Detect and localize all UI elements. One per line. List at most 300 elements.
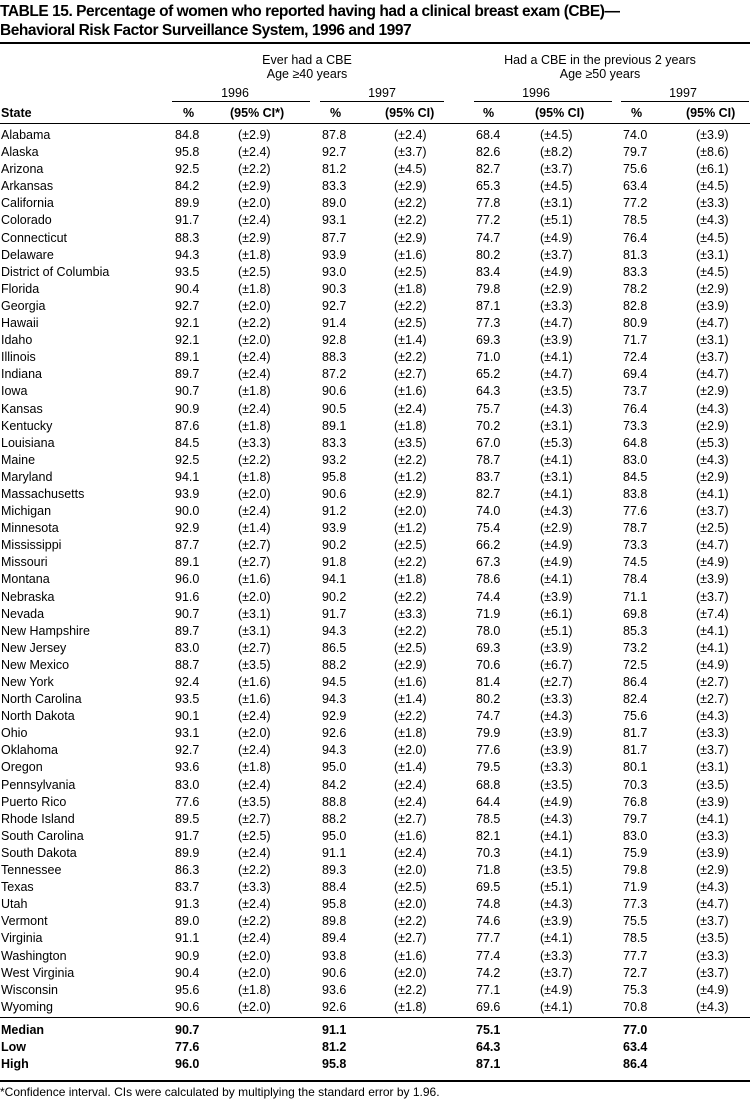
percent-value: 63.4	[623, 179, 648, 194]
state-name: Vermont	[1, 914, 48, 929]
ci-value: (±2.2)	[394, 982, 427, 997]
ci-value: (±3.1)	[540, 196, 573, 211]
table-row	[0, 828, 750, 845]
percent-value: 79.8	[476, 281, 501, 296]
ci-value: (±4.3)	[540, 709, 573, 724]
ci-value: (±2.9)	[696, 469, 729, 484]
percent-value: 84.2	[175, 179, 200, 194]
ci-value: (±4.7)	[540, 316, 573, 331]
percent-value: 89.5	[175, 811, 200, 826]
top-rule	[0, 42, 750, 44]
percent-value: 95.0	[322, 760, 347, 775]
ci-value: (±2.4)	[394, 128, 427, 142]
ci-value: (±2.7)	[394, 811, 427, 826]
percent-value: 87.7	[175, 538, 200, 553]
ci-value: (±2.2)	[238, 452, 271, 467]
state-name: Montana	[1, 572, 50, 587]
ci-value: (±4.5)	[696, 230, 729, 245]
ci-value: (±1.6)	[394, 247, 427, 262]
percent-value: 74.6	[476, 914, 501, 929]
ci-value: (±1.4)	[238, 521, 271, 536]
percent-value: 69.6	[476, 999, 501, 1014]
percent-value: 79.5	[476, 760, 501, 775]
percent-value: 89.7	[175, 623, 200, 638]
table-title	[0, 2, 750, 40]
percent-value: 74.2	[476, 965, 501, 980]
percent-value: 88.2	[322, 811, 347, 826]
ci-value: (±3.3)	[540, 692, 573, 707]
table-row	[0, 691, 750, 708]
ci-value: (±3.1)	[696, 333, 729, 348]
state-name: New Mexico	[1, 657, 70, 672]
ci-value: (±3.1)	[238, 606, 271, 621]
ci-value: (±4.7)	[540, 367, 573, 382]
table-row	[0, 486, 750, 503]
ci-value: (±2.0)	[238, 486, 271, 501]
ci-value: (±2.0)	[394, 897, 427, 912]
ci-value: (±3.9)	[696, 845, 729, 860]
ci-value: (±4.1)	[540, 845, 573, 860]
ci-value: (±4.1)	[540, 350, 573, 365]
ci-value: (±1.8)	[394, 726, 427, 741]
year-underline	[474, 101, 612, 102]
ci-value: (±4.1)	[696, 623, 729, 638]
table-row	[0, 759, 750, 776]
percent-value: 93.2	[322, 452, 347, 467]
table-row	[0, 383, 750, 400]
ci-value: (±2.2)	[238, 914, 271, 929]
summary-value: 63.4	[623, 1040, 648, 1054]
table-row	[0, 349, 750, 366]
ci-value: (±1.4)	[394, 692, 427, 707]
ci-value: (±4.9)	[540, 538, 573, 553]
ci-value: (±3.9)	[540, 333, 573, 348]
percent-value: 90.6	[322, 965, 347, 980]
ci-value: (±3.5)	[696, 777, 729, 792]
table-row	[0, 982, 750, 999]
percent-value: 93.0	[322, 264, 347, 279]
col-header-pct: %	[330, 106, 342, 120]
state-name: Oregon	[1, 760, 43, 775]
table-row	[0, 401, 750, 418]
table-row	[0, 999, 750, 1016]
ci-value: (±5.1)	[540, 213, 573, 228]
percent-value: 83.7	[476, 469, 501, 484]
percent-value: 71.8	[476, 863, 501, 878]
ci-value: (±3.7)	[540, 965, 573, 980]
percent-value: 89.3	[322, 863, 347, 878]
year-1996-left: 1996	[221, 86, 249, 100]
ci-value: (±2.7)	[696, 692, 729, 707]
summary-value: 96.0	[175, 1057, 200, 1071]
percent-value: 92.9	[322, 709, 347, 724]
table-row	[0, 913, 750, 930]
table-row	[0, 725, 750, 742]
ci-value: (±1.4)	[394, 333, 427, 348]
ci-value: (±2.4)	[238, 504, 271, 519]
percent-value: 71.1	[623, 589, 648, 604]
state-name: Iowa	[1, 384, 28, 399]
ci-value: (±2.5)	[238, 828, 271, 843]
percent-value: 90.6	[322, 486, 347, 501]
ci-value: (±2.9)	[540, 281, 573, 296]
year-1996-right: 1996	[522, 86, 550, 100]
ci-value: (±3.7)	[696, 350, 729, 365]
percent-value: 77.4	[476, 948, 501, 963]
percent-value: 89.1	[322, 418, 347, 433]
ci-value: (±4.1)	[696, 811, 729, 826]
percent-value: 89.4	[322, 931, 347, 946]
year-1997-right: 1997	[669, 86, 697, 100]
table-row	[0, 469, 750, 486]
percent-value: 83.0	[623, 452, 648, 467]
table-row	[0, 879, 750, 896]
percent-value: 95.8	[175, 145, 200, 160]
table-row	[0, 230, 750, 247]
ci-value: (±2.4)	[238, 743, 271, 758]
state-name: South Dakota	[1, 845, 77, 860]
state-name: Colorado	[1, 213, 52, 228]
ci-value: (±8.2)	[540, 145, 573, 160]
percent-value: 93.9	[175, 486, 200, 501]
ci-value: (±5.3)	[696, 435, 729, 450]
ci-value: (±2.7)	[238, 538, 271, 553]
table-row	[0, 589, 750, 606]
percent-value: 86.4	[623, 675, 648, 689]
ci-value: (±2.9)	[696, 281, 729, 296]
percent-value: 91.6	[175, 589, 200, 604]
ci-value: (±3.9)	[540, 589, 573, 604]
percent-value: 93.1	[175, 726, 200, 741]
ci-value: (±4.3)	[540, 897, 573, 912]
summary-label: Low	[1, 1040, 26, 1054]
ci-value: (±4.3)	[696, 999, 729, 1014]
table-row	[0, 264, 750, 281]
ci-value: (±1.2)	[394, 521, 427, 536]
state-name: Missouri	[1, 555, 48, 570]
percent-value: 77.2	[623, 196, 648, 211]
percent-value: 83.0	[175, 777, 200, 792]
state-name: Virginia	[1, 931, 43, 946]
percent-value: 92.1	[175, 333, 200, 348]
percent-value: 74.0	[476, 504, 501, 519]
ci-value: (±2.4)	[394, 777, 427, 792]
footnote: *Confidence interval. CIs were calculated by multiplying the standard error by 1.96.	[0, 1085, 440, 1099]
percent-value: 71.9	[623, 880, 648, 895]
ci-value: (±2.0)	[238, 333, 271, 348]
percent-value: 81.4	[476, 675, 501, 689]
percent-value: 93.1	[322, 213, 347, 228]
ci-value: (±2.7)	[394, 931, 427, 946]
summary-rule	[0, 1017, 750, 1018]
year-underline	[320, 101, 444, 102]
percent-value: 89.9	[175, 845, 200, 860]
col-header-ci: (95% CI)	[385, 106, 435, 120]
ci-value: (±3.3)	[696, 828, 729, 843]
ci-value: (±4.3)	[696, 452, 729, 467]
percent-value: 89.0	[175, 914, 200, 929]
ci-value: (±4.3)	[540, 504, 573, 519]
percent-value: 92.5	[175, 452, 200, 467]
percent-value: 87.2	[322, 367, 347, 382]
summary-value: 77.6	[175, 1040, 200, 1054]
ci-value: (±2.4)	[238, 367, 271, 382]
ci-value: (±2.4)	[394, 794, 427, 809]
state-name: Louisiana	[1, 435, 55, 450]
table-row	[0, 332, 750, 349]
ci-value: (±1.8)	[394, 999, 427, 1014]
percent-value: 72.7	[623, 965, 648, 980]
ci-value: (±1.6)	[394, 948, 427, 963]
ci-value: (±2.0)	[394, 743, 427, 758]
percent-value: 74.4	[476, 589, 501, 604]
ci-value: (±2.4)	[238, 213, 271, 228]
col-header-state: State	[1, 106, 32, 120]
percent-value: 94.1	[322, 572, 347, 587]
group1-line1: Ever had a CBE	[262, 53, 352, 67]
table-row	[0, 247, 750, 264]
ci-value: (±3.5)	[696, 931, 729, 946]
table-row	[0, 742, 750, 759]
percent-value: 72.4	[623, 350, 648, 365]
ci-value: (±1.6)	[394, 384, 427, 399]
percent-value: 92.7	[322, 145, 347, 160]
percent-value: 90.3	[322, 281, 347, 296]
ci-value: (±2.9)	[394, 230, 427, 245]
summary-value: 75.1	[476, 1023, 501, 1037]
percent-value: 89.1	[175, 555, 200, 570]
percent-value: 88.4	[322, 880, 347, 895]
ci-value: (±3.3)	[696, 196, 729, 211]
percent-value: 82.7	[476, 162, 501, 177]
table-row	[0, 896, 750, 913]
percent-value: 75.7	[476, 401, 501, 416]
ci-value: (±3.9)	[540, 914, 573, 929]
percent-value: 77.6	[175, 794, 200, 809]
state-name: District of Columbia	[1, 264, 110, 279]
ci-value: (±2.9)	[394, 657, 427, 672]
state-name: Florida	[1, 281, 40, 296]
ci-value: (±2.4)	[238, 145, 271, 160]
percent-value: 75.6	[623, 709, 648, 724]
ci-value: (±3.7)	[540, 162, 573, 177]
percent-value: 82.6	[476, 145, 501, 160]
ci-value: (±4.7)	[696, 538, 729, 553]
percent-value: 89.0	[322, 196, 347, 211]
state-name: Utah	[1, 897, 28, 912]
percent-value: 77.1	[476, 982, 501, 997]
ci-value: (±2.5)	[238, 264, 271, 279]
ci-value: (±3.7)	[696, 965, 729, 980]
ci-value: (±3.9)	[696, 794, 729, 809]
ci-value: (±1.8)	[394, 281, 427, 296]
percent-value: 83.0	[175, 640, 200, 655]
percent-value: 83.3	[322, 435, 347, 450]
ci-value: (±2.9)	[394, 179, 427, 194]
ci-value: (±3.3)	[540, 298, 573, 313]
percent-value: 92.9	[175, 521, 200, 536]
state-name: Indiana	[1, 367, 43, 382]
ci-value: (±3.5)	[540, 863, 573, 878]
percent-value: 69.5	[476, 880, 501, 895]
table-row	[0, 862, 750, 879]
percent-value: 78.7	[623, 521, 648, 536]
percent-value: 86.3	[175, 863, 200, 878]
percent-value: 66.2	[476, 538, 501, 553]
percent-value: 90.6	[175, 999, 200, 1014]
ci-value: (±2.9)	[394, 486, 427, 501]
table-row	[0, 537, 750, 554]
percent-value: 88.2	[322, 657, 347, 672]
summary-value: 86.4	[623, 1057, 648, 1071]
ci-value: (±2.5)	[696, 521, 729, 536]
percent-value: 93.6	[175, 760, 200, 775]
ci-value: (±4.9)	[540, 555, 573, 570]
ci-value: (±2.5)	[394, 264, 427, 279]
ci-value: (±2.2)	[394, 623, 427, 638]
ci-value: (±8.6)	[696, 145, 729, 160]
percent-value: 81.7	[623, 726, 648, 741]
percent-value: 95.8	[322, 469, 347, 484]
percent-value: 70.3	[476, 845, 501, 860]
ci-value: (±2.0)	[238, 999, 271, 1014]
table-row	[0, 811, 750, 828]
percent-value: 77.8	[476, 196, 501, 211]
ci-value: (±4.7)	[696, 897, 729, 912]
ci-value: (±5.3)	[540, 435, 573, 450]
percent-value: 72.5	[623, 657, 648, 672]
state-name: Ohio	[1, 726, 28, 741]
percent-value: 79.8	[623, 863, 648, 878]
table-summary	[0, 1022, 750, 1073]
percent-value: 83.7	[175, 880, 200, 895]
percent-value: 94.3	[175, 247, 200, 262]
state-name: West Virginia	[1, 965, 75, 980]
title-line-1: TABLE 15. Percentage of women who reported having had a clinical breast exam (CBE)—	[0, 3, 620, 20]
percent-value: 77.7	[623, 948, 648, 963]
percent-value: 74.8	[476, 897, 501, 912]
percent-value: 70.2	[476, 418, 501, 433]
ci-value: (±4.9)	[540, 982, 573, 997]
ci-value: (±2.7)	[238, 555, 271, 570]
ci-value: (±3.9)	[540, 640, 573, 655]
ci-value: (±2.9)	[238, 230, 271, 245]
ci-value: (±2.2)	[394, 709, 427, 724]
ci-value: (±3.1)	[540, 469, 573, 484]
percent-value: 82.8	[623, 298, 648, 313]
percent-value: 74.7	[476, 709, 501, 724]
percent-value: 91.1	[175, 931, 200, 946]
percent-value: 90.9	[175, 948, 200, 963]
state-name: Alaska	[1, 145, 39, 160]
percent-value: 74.7	[476, 230, 501, 245]
percent-value: 69.8	[623, 606, 648, 621]
ci-value: (±2.2)	[238, 863, 271, 878]
state-name: Massachusetts	[1, 486, 85, 501]
percent-value: 65.2	[476, 367, 501, 382]
percent-value: 76.4	[623, 401, 648, 416]
ci-value: (±4.1)	[540, 828, 573, 843]
ci-value: (±3.7)	[696, 589, 729, 604]
ci-value: (±4.1)	[540, 452, 573, 467]
percent-value: 78.0	[476, 623, 501, 638]
ci-value: (±2.2)	[394, 350, 427, 365]
group-header-recent-cbe	[470, 53, 730, 81]
percent-value: 91.1	[322, 845, 347, 860]
percent-value: 64.8	[623, 435, 648, 450]
ci-value: (±1.8)	[238, 418, 271, 433]
table-row	[0, 554, 750, 571]
state-name: Arizona	[1, 162, 44, 177]
ci-value: (±1.8)	[238, 982, 271, 997]
percent-value: 76.8	[623, 794, 648, 809]
ci-value: (±2.7)	[394, 367, 427, 382]
percent-value: 80.1	[623, 760, 648, 775]
ci-value: (±1.6)	[394, 828, 427, 843]
percent-value: 84.5	[623, 469, 648, 484]
ci-value: (±2.5)	[394, 316, 427, 331]
table-row	[0, 777, 750, 794]
summary-value: 87.1	[476, 1057, 501, 1071]
ci-value: (±1.2)	[394, 469, 427, 484]
title-line-2: Behavioral Risk Factor Surveillance System, 1996 and 1997	[0, 22, 412, 39]
ci-value: (±3.5)	[394, 435, 427, 450]
percent-value: 78.6	[476, 572, 501, 587]
percent-value: 90.7	[175, 606, 200, 621]
state-name: Illinois	[1, 350, 36, 365]
percent-value: 94.3	[322, 623, 347, 638]
percent-value: 77.6	[476, 743, 501, 758]
percent-value: 92.8	[322, 333, 347, 348]
percent-value: 64.3	[476, 384, 501, 399]
summary-row	[0, 1039, 750, 1056]
percent-value: 88.7	[175, 657, 200, 672]
ci-value: (±2.4)	[238, 845, 271, 860]
percent-value: 75.3	[623, 982, 648, 997]
ci-value: (±4.3)	[696, 213, 729, 228]
table-row	[0, 212, 750, 229]
percent-value: 93.9	[322, 247, 347, 262]
state-name: New York	[1, 675, 54, 689]
percent-value: 83.3	[623, 264, 648, 279]
ci-value: (±4.9)	[540, 794, 573, 809]
table-row	[0, 930, 750, 947]
table-row	[0, 298, 750, 315]
table-row	[0, 845, 750, 862]
ci-value: (±2.7)	[238, 811, 271, 826]
state-name: Kansas	[1, 401, 43, 416]
state-name: Delaware	[1, 247, 54, 262]
ci-value: (±4.7)	[696, 316, 729, 331]
percent-value: 90.4	[175, 965, 200, 980]
percent-value: 91.4	[322, 316, 347, 331]
percent-value: 84.5	[175, 435, 200, 450]
table-body	[0, 127, 750, 1016]
ci-value: (±3.9)	[696, 298, 729, 313]
percent-value: 77.2	[476, 213, 501, 228]
ci-value: (±2.9)	[238, 179, 271, 194]
ci-value: (±3.5)	[540, 384, 573, 399]
percent-value: 84.2	[322, 777, 347, 792]
state-name: Pennsylvania	[1, 777, 76, 792]
percent-value: 71.9	[476, 606, 501, 621]
ci-value: (±3.1)	[696, 247, 729, 262]
state-name: Hawaii	[1, 316, 39, 331]
percent-value: 75.4	[476, 521, 501, 536]
ci-value: (±2.4)	[238, 350, 271, 365]
summary-value: 77.0	[623, 1023, 648, 1037]
percent-value: 82.1	[476, 828, 501, 843]
